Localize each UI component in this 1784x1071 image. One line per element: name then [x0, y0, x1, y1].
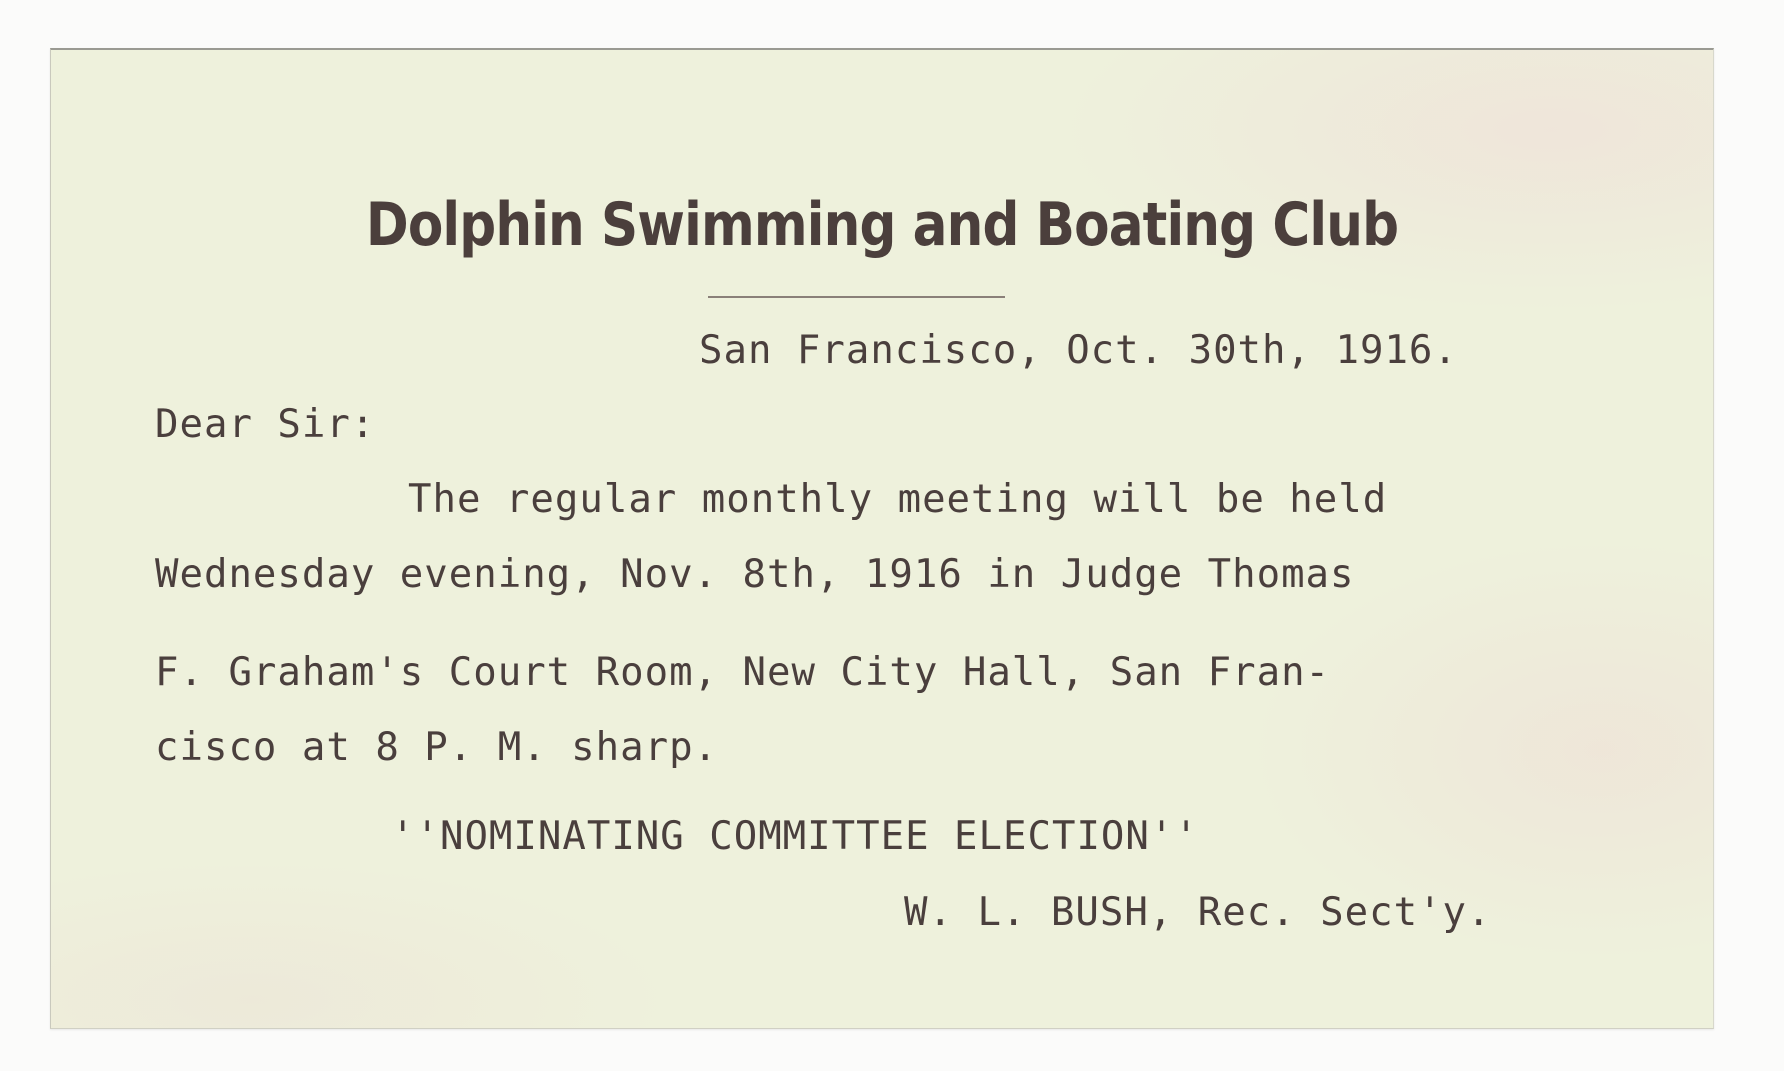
- body-line-1: The regular monthly meeting will be held: [408, 477, 1388, 522]
- election-heading: ''NOMINATING COMMITTEE ELECTION'': [391, 814, 1199, 859]
- body-line-3: F. Graham's Court Room, New City Hall, San Fran-: [155, 650, 1331, 695]
- postcard: [50, 48, 1714, 1029]
- title-divider: [708, 296, 1005, 298]
- salutation: Dear Sir:: [155, 402, 376, 447]
- signature: W. L. BUSH, Rec. Sect'y.: [904, 890, 1492, 935]
- date-line: San Francisco, Oct. 30th, 1916.: [699, 328, 1458, 373]
- club-title: Dolphin Swimming and Boating Club: [365, 190, 1399, 260]
- body-line-4: cisco at 8 P. M. sharp.: [155, 725, 719, 770]
- body-line-2: Wednesday evening, Nov. 8th, 1916 in Judge Thomas: [155, 552, 1355, 597]
